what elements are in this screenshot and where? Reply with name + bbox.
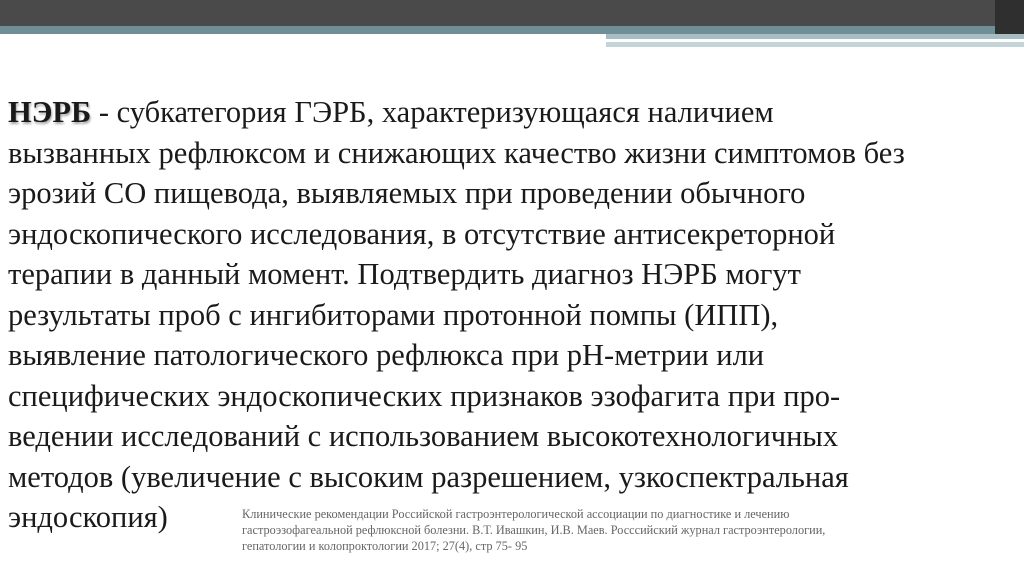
paragraph-line: эндоскопия) (8, 500, 168, 534)
paragraph-line: выявление патологического рефлюкса при рН-метрии или (8, 338, 765, 372)
citation-reference (242, 506, 982, 554)
header-corner-block (995, 0, 1024, 34)
header-accent-line (606, 34, 1024, 39)
paragraph-line-text: - субкатегория ГЭРБ, характеризующаяся наличием (91, 95, 774, 129)
paragraph-line: специфических эндоскопических признаков эзофагита при про- (8, 378, 841, 413)
citation-line: Клинические рекомендации Российской гастроэнтерологической ассоциации по диагностике и лечению (242, 507, 790, 521)
paragraph-line: эндоскопического исследования, в отсутствие антисекреторной (8, 216, 836, 251)
header-bar-dark (0, 0, 1024, 26)
paragraph-line: вызванных рефлюксом и снижающих качество жизни симптомов без (8, 135, 905, 170)
definition-paragraph (8, 92, 1018, 538)
paragraph-line: результаты проб с ингибиторами протонной помпы (ИПП), (8, 297, 779, 332)
citation-line: гастроэзофагеальной рефлюксной болезни. В.Т. Ивашкин, И.В. Маев. Росссийский журнал гастроэнтерологии, (242, 523, 826, 537)
paragraph-line: терапии в данный момент. Подтвердить диагноз НЭРБ могут (8, 257, 802, 291)
term-nerb: НЭРБ (8, 95, 92, 129)
paragraph-line: ведении исследований с использованием высокотехнологичных (8, 419, 839, 453)
paragraph-line: эрозий СО пищевода, выявляемых при проведении обычного (8, 176, 806, 210)
header-accent-line-secondary (606, 42, 1024, 47)
header-bar-teal (0, 26, 1024, 34)
paragraph-line (8, 92, 1018, 133)
paragraph-line: методов (увеличение с высоким разрешением, узкоспектральная (8, 459, 849, 494)
citation-line: гепатологии и колопроктологии 2017; 27(4), стр 75- 95 (242, 539, 528, 553)
